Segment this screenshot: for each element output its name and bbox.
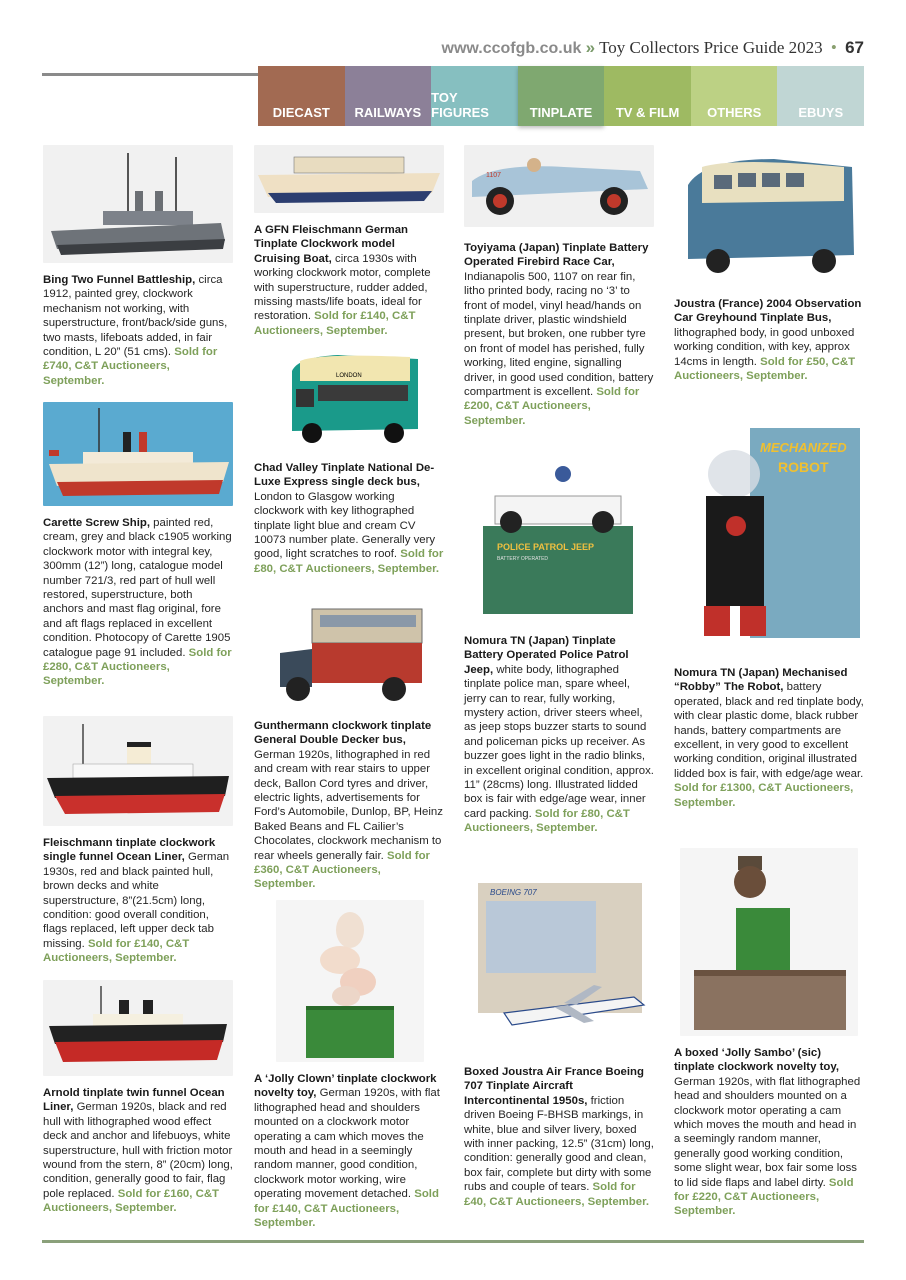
publication-title: Toy Collectors Price Guide 2023	[599, 38, 823, 57]
tab-toy-figures[interactable]	[431, 66, 518, 126]
sold-price: Sold for £200, C&T Auctioneers, September.	[464, 386, 640, 427]
listing-description: lithographed body, in good unboxed working condition, with key, approx 14cms in length.	[674, 326, 855, 368]
double-chevron-icon: »	[585, 38, 596, 57]
tab-label: TV & FILM	[615, 105, 680, 120]
police-jeep-photo	[467, 452, 652, 618]
listing-robby-robot	[674, 418, 864, 810]
sold-price: Sold for £740, C&T Auctioneers, September.	[43, 346, 218, 387]
listing-caption	[254, 719, 444, 892]
robby-robot-photo	[674, 418, 864, 650]
tab-label: RAILWAYS	[354, 105, 422, 120]
page-header	[442, 38, 864, 58]
listing-title: Carette Screw Ship,	[43, 517, 150, 529]
double-decker-photo	[276, 603, 426, 709]
tab-ebuys[interactable]	[777, 66, 864, 126]
sold-price: Sold for £140, C&T Auctioneers, September.	[43, 937, 190, 965]
sold-price: Sold for £40, C&T Auctioneers, September.	[464, 1181, 650, 1208]
tab-diecast[interactable]	[258, 66, 345, 126]
listing-ocean-liner	[43, 716, 233, 966]
tab-label: TOY FIGURES	[431, 90, 489, 120]
box-title: BOEING 707	[490, 888, 537, 897]
listing-caption	[43, 273, 233, 388]
listing-description: German 1920s, lithographed in red and cream with rear stairs to upper deck, Ballon Cord tyres and driver, electric lights, advertisements for Ford’s Automobile, Dunlop, BP, Heinz Baked Beans and FL Cailier’s Chocolates, clockwork mechanism to rear wheels generally fair.	[254, 748, 443, 862]
tab-label: DIECAST	[272, 105, 330, 120]
listing-caption	[464, 1065, 654, 1209]
sold-price: Sold for £140, C&T Auctioneers, September.	[254, 1188, 439, 1230]
listing-description: white body, lithographed tinplate police man, spare wheel, jerry can to rear, fully working, mystery action, driver steers wheel, as jeep stops buzzer starts to sound and policeman picks up receiver. As buzzer goes light in the radio blinks, in excellent original condition, approx. 11” (28cms) long. Illustrated lidded box is fair with edge/age wear, inner card packing.	[464, 663, 654, 820]
listing-caption	[464, 634, 654, 836]
sold-price: Sold for £280, C&T Auctioneers, September.	[43, 646, 232, 688]
cruising-boat-photo	[254, 145, 444, 213]
listing-title: Nomura TN (Japan) Mechanised “Robby” The Robot,	[674, 667, 848, 694]
listing-description: German 1920s, with flat lithographed head and shoulders mounted on a clockwork motor operating a cam which moves the mouth and head in a seemingly random manner, good condition, clockwork motor working, wire operating movement detached.	[254, 1087, 440, 1201]
listing-description: circa 1930s with working clockwork motor, complete with superstructure, rudder added, missing masts/life boats, ideal for restoration.	[254, 252, 431, 323]
listing-chad-bus	[254, 345, 444, 576]
listing-caption	[43, 516, 233, 689]
listing-title: Bing Two Funnel Battleship,	[43, 274, 196, 286]
tab-others[interactable]	[691, 66, 778, 126]
battleship-photo	[43, 145, 233, 263]
listing-double-decker	[254, 603, 444, 892]
listing-title: A GFN Fleischmann German Tinplate Clockwork model Cruising Boat,	[254, 224, 409, 265]
listing-caption	[674, 666, 864, 810]
listing-title: Nomura TN (Japan) Tinplate Battery Operated Police Patrol Jeep,	[464, 635, 629, 676]
separator-dot: •	[830, 38, 837, 57]
listing-title: A ‘Jolly Clown’ tinplate clockwork novelty toy,	[254, 1073, 437, 1100]
listing-cruising-boat	[254, 145, 444, 338]
ocean-liner-photo	[43, 716, 233, 826]
listing-description: London to Glasgow working clockwork with key lithographed tinplate light blue and cream CV 10073 number plate. Generally very good, light scratches to roof.	[254, 490, 436, 561]
bus-destination-sign: LONDON	[336, 373, 362, 379]
sold-price: Sold for £160, C&T Auctioneers, September.	[43, 1187, 220, 1215]
chad-bus-photo	[278, 345, 424, 451]
listing-caption	[254, 461, 444, 576]
listing-description: German 1930s, red and black painted hull, brown decks and white superstructure, 8”(21.5cm) long, condition: good overall condition, flags replaced, left upper deck tab missing.	[43, 851, 230, 950]
sold-price: Sold for £220, C&T Auctioneers, September.	[674, 1176, 854, 1218]
page-number: 67	[845, 38, 864, 57]
listing-screw-ship	[43, 402, 233, 689]
listing-caption	[43, 1086, 233, 1216]
listing-title: Fleischmann tinplate clockwork single funnel Ocean Liner,	[43, 837, 216, 864]
listing-boeing	[464, 873, 654, 1209]
listing-description: battery operated, black and red tinplate body, with clear plastic dome, black rubber hands, battery compartments are excellent, in very good to excellent working condition, original illustrated lidded box is fair, with edge/age wear.	[674, 681, 864, 780]
listing-twin-funnel	[43, 980, 233, 1216]
listing-caption	[674, 297, 864, 383]
listing-caption	[674, 1046, 864, 1219]
site-url[interactable]: www.ccofgb.co.uk	[441, 40, 582, 57]
listing-title: Toyiyama (Japan) Tinplate Battery Operated Firebird Race Car,	[464, 242, 649, 269]
listing-title: Arnold tinplate twin funnel Ocean Liner,	[43, 1087, 225, 1114]
twin-funnel-photo	[43, 980, 233, 1076]
jolly-sambo-photo	[680, 848, 858, 1036]
sold-price: Sold for £80, C&T Auctioneers, September.	[254, 548, 444, 575]
sold-price: Sold for £360, C&T Auctioneers, September.	[254, 849, 430, 891]
tab-tv-film[interactable]	[604, 66, 691, 126]
listing-caption	[43, 836, 233, 966]
boeing-photo	[464, 873, 654, 1055]
box-title-line1: MECHANIZED	[760, 440, 847, 455]
box-title-line2: ROBOT	[778, 459, 829, 475]
listing-description: Indianapolis 500, 1107 on rear fin, litho printed body, racing no ‘3’ to front of model, vinyl head/hands on tinplate driver, plastic windshield present, but broken, one rubber tyre on front of model has perished, fully working, lited engine, signalling driver, in good used condition, battery compartment is excellent.	[464, 270, 654, 399]
sold-price: Sold for £80, C&T Auctioneers, September.	[464, 807, 630, 835]
listing-title: Joustra (France) 2004 Observation Car Greyhound Tinplate Bus,	[674, 298, 862, 325]
box-title: POLICE PATROL JEEP	[497, 542, 595, 552]
sold-price: Sold for £50, C&T Auctioneers, September.	[674, 355, 856, 383]
category-tabs	[258, 66, 864, 126]
listing-description: German 1920s, with flat lithographed head and shoulders mounted on a clockwork motor operating a cam which moves the mouth and head in a seemingly random manner, generally good working condition, some slight wear, box fair some loss to lid side flaps and label dirty.	[674, 1075, 861, 1189]
listing-title: Chad Valley Tinplate National De-Luxe Express single deck bus,	[254, 462, 435, 489]
listing-description: friction driven Boeing F-BHSB markings, in white, blue and silver livery, boxed with inner packing, 12.5” (31cm) long, condition: generally good and clean, box fair, complete but dirty with some rubs and couple of tears.	[464, 1094, 654, 1194]
listing-caption	[254, 1072, 444, 1230]
greyhound-bus-photo	[674, 145, 864, 283]
tab-label: TINPLATE	[529, 105, 593, 120]
footer-rule	[42, 1240, 864, 1243]
listing-caption	[464, 241, 654, 428]
listing-jolly-sambo	[674, 848, 864, 1219]
tab-label: OTHERS	[707, 105, 762, 120]
box-subtitle: BATTERY OPERATED	[497, 556, 549, 562]
tab-railways[interactable]	[345, 66, 432, 126]
listing-greyhound-bus	[674, 145, 864, 383]
tab-tinplate[interactable]	[518, 66, 605, 126]
listing-police-jeep	[464, 452, 654, 836]
listing-title: Boxed Joustra Air France Boeing 707 Tinplate Aircraft Intercontinental 1950s,	[464, 1066, 644, 1107]
listing-caption	[254, 223, 444, 338]
tab-label: EBUYS	[798, 105, 844, 120]
jolly-clown-photo	[276, 900, 424, 1062]
listing-title: Gunthermann clockwork tinplate General Double Decker bus,	[254, 720, 432, 747]
race-car-photo	[464, 145, 654, 227]
listing-title: A boxed ‘Jolly Sambo’ (sic) tinplate clockwork novelty toy,	[674, 1047, 839, 1074]
car-number: 1107	[486, 172, 502, 179]
sold-price: Sold for £1300, C&T Auctioneers, September.	[674, 782, 854, 809]
listing-description: painted red, cream, grey and black c1905 working clockwork motor with integral key, 300mm (12”) long, catalogue model number 721/3, red part of hull well restored, superstructure, both anchors and mast flag original, fore and aft flags replaced in excellent condition. Photocopy of Carette 1905 catalogue page 91 included.	[43, 517, 232, 659]
listing-description: German 1920s, black and red hull with lithographed wood effect deck and anchor and lifebuoys, white superstructure, hull with friction motor wound from the stern, 8” (20cm) long, condition, generally good to fair, flag pole replaced.	[43, 1101, 233, 1200]
listing-description: circa 1912, painted grey, clockwork mechanism not working, with superstructure, front/back/side guns, two masts, lifeboats added, in fair condition, L 20” (51 cms).	[43, 274, 228, 359]
listing-battleship	[43, 145, 233, 388]
listing-jolly-clown	[254, 900, 444, 1230]
sold-price: Sold for £140, C&T Auctioneers, September.	[254, 310, 416, 337]
listing-race-car	[464, 145, 654, 428]
screw-ship-photo	[43, 402, 233, 506]
